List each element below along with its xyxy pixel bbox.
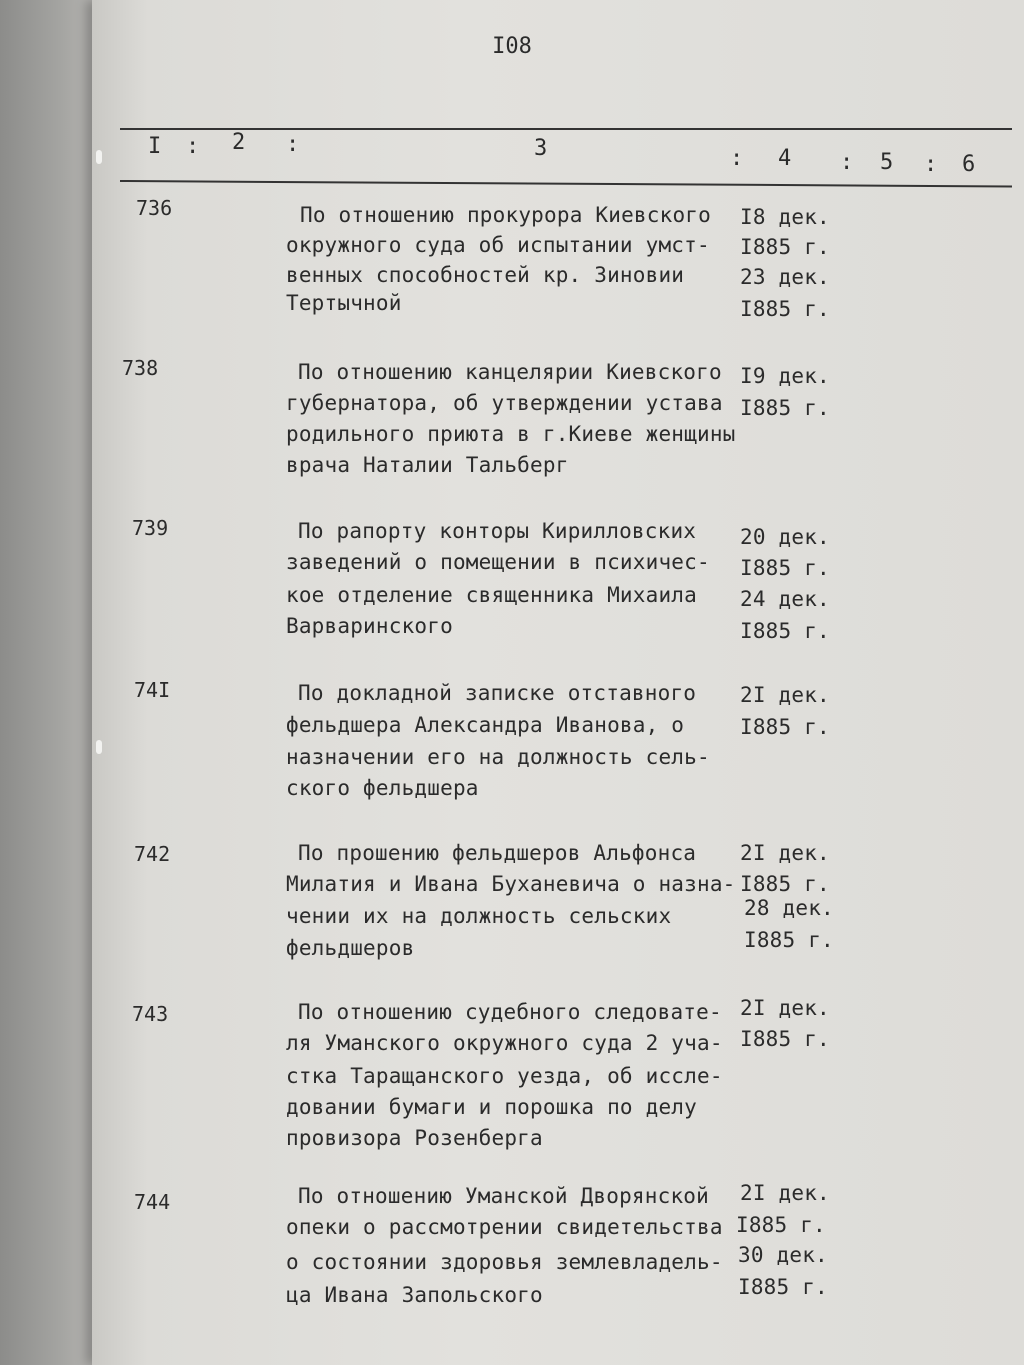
- entry-text-line: назначении его на должность сель-: [286, 745, 710, 769]
- column-header-3: 3: [534, 136, 548, 161]
- entry-date: I885 г.: [740, 396, 830, 420]
- adjacent-page-edge: [0, 0, 92, 1365]
- entry-date: 2I дек.: [740, 683, 830, 707]
- entry-text-line: стка Таращанского уезда, об иссле-: [286, 1064, 723, 1088]
- entry-date: 2I дек.: [740, 841, 830, 865]
- entry-text-line: заведений о помещении в психичес-: [286, 550, 710, 574]
- entry-text-line: По отношению судебного следовате-: [298, 1000, 722, 1024]
- entry-date: 2I дек.: [740, 996, 830, 1020]
- entry-date: 20 дек.: [740, 525, 830, 549]
- entry-text-line: По отношению канцелярии Киевского: [298, 360, 722, 384]
- entry-text-line: провизора Розенберга: [286, 1126, 543, 1150]
- column-separator: :: [840, 150, 854, 175]
- entry-text-line: По отношению Уманской Дворянской: [298, 1184, 709, 1208]
- entry-text-line: фельдшеров: [286, 936, 415, 960]
- column-separator: :: [186, 134, 200, 159]
- entry-date: I885 г.: [736, 1213, 826, 1237]
- entry-date: I885 г.: [740, 1027, 830, 1051]
- entry-number: 738: [122, 356, 159, 380]
- column-header-2: 2: [232, 130, 246, 155]
- entry-date: 28 дек.: [744, 896, 834, 920]
- entry-text-line: Тертычной: [286, 291, 402, 315]
- entry-text-line: ского фельдшера: [286, 776, 479, 800]
- column-separator: :: [286, 132, 300, 157]
- entry-date: I885 г.: [740, 872, 830, 896]
- entry-date: I885 г.: [740, 715, 830, 739]
- column-header-4: 4: [778, 146, 792, 171]
- entry-date: I885 г.: [740, 297, 830, 321]
- entry-text-line: фельдшера Александра Иванова, о: [286, 713, 685, 737]
- entry-text-line: По прошению фельдшеров Альфонса: [298, 841, 697, 865]
- column-separator: :: [924, 152, 938, 177]
- entry-number: 739: [132, 516, 169, 540]
- entry-text-line: о состоянии здоровья землевладель-: [286, 1250, 723, 1274]
- entry-date: I885 г.: [740, 556, 830, 580]
- entry-date: I885 г.: [740, 619, 830, 643]
- entry-number: 74I: [134, 678, 171, 702]
- column-header-5: 5: [880, 150, 894, 175]
- binding-hole: [96, 150, 102, 164]
- entry-date: I9 дек.: [740, 364, 830, 388]
- entry-date: 23 дек.: [740, 265, 830, 289]
- header-top-rule: [120, 128, 1012, 130]
- entry-date: 24 дек.: [740, 587, 830, 611]
- entry-text-line: кое отделение священника Михаила: [286, 583, 697, 607]
- entry-text-line: По докладной записке отставного: [298, 681, 697, 705]
- column-separator: :: [730, 146, 744, 171]
- entry-text-line: окружного суда об испытании умст-: [286, 233, 710, 257]
- entry-text-line: Варваринского: [286, 614, 453, 638]
- entry-text-line: Милатия и Ивана Буханевича о назна-: [286, 872, 736, 896]
- binding-hole: [96, 740, 102, 754]
- entry-text-line: По рапорту конторы Кирилловских: [298, 519, 697, 543]
- entry-text-line: губернатора, об утверждении устава: [286, 391, 723, 415]
- entry-date: I885 г.: [744, 928, 834, 952]
- page-number: I08: [492, 34, 532, 59]
- entry-text-line: опеки о рассмотрении свидетельства: [286, 1215, 723, 1239]
- entry-text-line: По отношению прокурора Киевского: [300, 203, 711, 227]
- entry-text-line: родильного приюта в г.Киеве женщины: [286, 422, 736, 446]
- entry-text-line: венных способностей кр. Зиновии: [286, 263, 685, 287]
- entry-date: I885 г.: [738, 1275, 828, 1299]
- entry-text-line: ля Уманского окружного суда 2 уча-: [286, 1031, 723, 1055]
- entry-text-line: чении их на должность сельских: [286, 904, 672, 928]
- entry-text-line: ца Ивана Запольского: [286, 1283, 543, 1307]
- entry-date: 2I дек.: [740, 1181, 830, 1205]
- entry-date: I885 г.: [740, 235, 830, 259]
- entry-text-line: врача Наталии Тальберг: [286, 453, 569, 477]
- column-header-1: I: [148, 134, 162, 159]
- entry-number: 744: [134, 1190, 171, 1214]
- entry-number: 736: [136, 196, 173, 220]
- entry-number: 742: [134, 842, 171, 866]
- entry-date: 30 дек.: [738, 1243, 828, 1267]
- entry-number: 743: [132, 1002, 169, 1026]
- entry-text-line: довании бумаги и порошка по делу: [286, 1095, 697, 1119]
- column-header-6: 6: [962, 152, 976, 177]
- entry-date: I8 дек.: [740, 205, 830, 229]
